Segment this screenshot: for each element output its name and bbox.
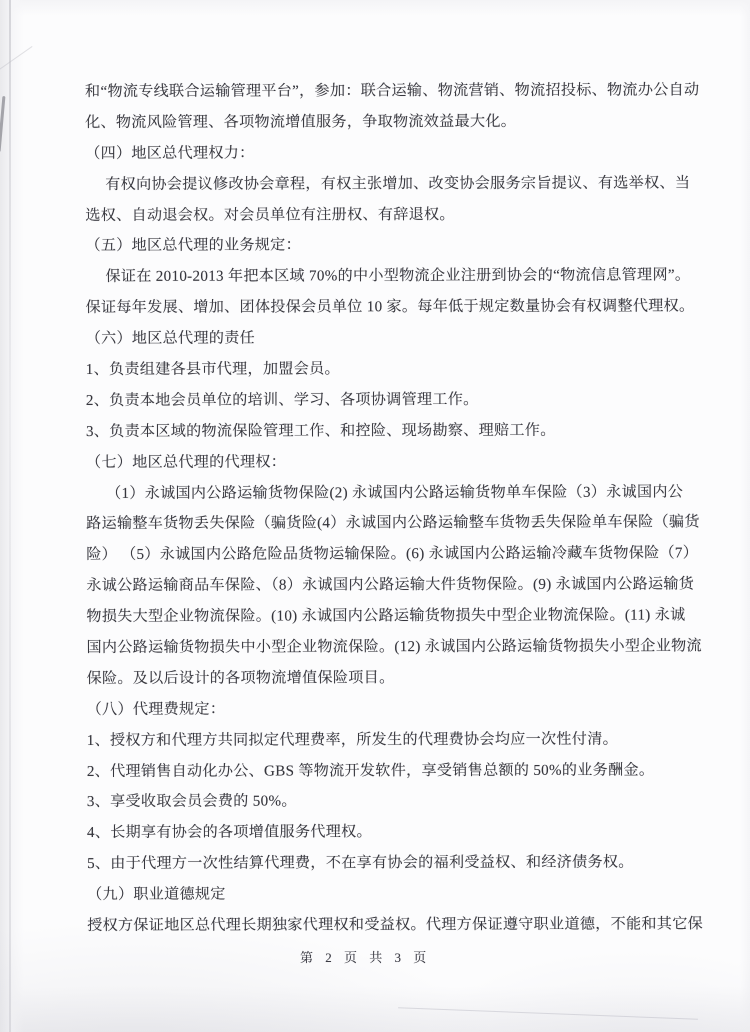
text-line: 有权向协会提议修改协会章程，有权主张增加、改变协会服务宗旨提议、有选举权、当 xyxy=(105,175,691,193)
text-line: 路运输整车货物丢失保险（骗货险(4）永诚国内公路运输整车货物丢失保险单车保险（骗货 xyxy=(86,514,700,533)
text-line: 3、负责本区域的物流保险管理工作、和控险、现场勘察、理赔工作。 xyxy=(85,422,556,440)
text-line: 选权、自动退会权。对会员单位有注册权、有辞退权。 xyxy=(85,206,455,224)
text-line: 险） （5）永诚国内公路危险品货物运输保险。(6) 永诚国内公路运输冷藏车货物保险（7） xyxy=(86,545,699,564)
text-line: 授权方保证地区总代理长期独家代理权和受益权。代理方保证遵守职业道德，不能和其它保 xyxy=(87,916,704,935)
text-line: （1）永诚国内公路运输货物保险(2) 永诚国内公路运输货物单车保险（3）永诚国内公 xyxy=(106,484,684,502)
text-line: （八）代理费规定： xyxy=(86,701,226,718)
scan-crease-left xyxy=(9,0,11,1032)
text-line: 保证每年发展、增加、团体投保会员单位 10 家。每年低于规定数量协会有权调整代理权。 xyxy=(85,298,695,317)
text-line: 永诚公路运输商品车保险、（8）永诚国内公路运输大件货物保险。(9) 永诚国内公路运输货 xyxy=(86,576,695,595)
scan-artifact-bottom-crease xyxy=(398,1007,698,1020)
text-line: （四）地区总代理权力： xyxy=(85,145,255,162)
text-line: （七）地区总代理的代理权： xyxy=(85,454,287,471)
text-line: 保险。及以后设计的各项物流增值保险项目。 xyxy=(86,670,395,687)
text-line: 1、授权方和代理方共同拟定代理费率，所发生的代理费协会均应一次性付清。 xyxy=(86,731,619,749)
page-number-footer: 第 2 页 共 3 页 xyxy=(300,950,431,965)
text-line: 2、负责本地会员单位的培训、学习、各项协调管理工作。 xyxy=(85,391,479,409)
text-line: （六）地区总代理的责任 xyxy=(85,330,256,348)
text-line: 国内公路运输货物损失中小型企业物流保险。(12) 永诚国内公路运输货物损失小型企业物流 xyxy=(86,638,702,657)
text-line: 5、由于代理方一次性结算代理费，不在享有协会的福利受益权、和经济债务权。 xyxy=(87,854,634,873)
scan-artifact-top-left-crease xyxy=(0,46,32,71)
text-line: 化、物流风险管理、各项物流增值服务，争取物流效益最大化。 xyxy=(85,113,517,131)
text-line: （九）职业道德规定 xyxy=(87,886,226,904)
text-line: 保证在 2010-2013 年把本区域 70%的中小型物流企业注册到协会的“物流信息管理网”。 xyxy=(105,267,691,286)
text-line: 1、负责组建各县市代理，加盟会员。 xyxy=(85,361,340,379)
text-line: 物损失大型企业物流保险。(10) 永诚国内公路运输货物损失中型企业物流保险。(11) 永诚 xyxy=(86,607,686,626)
text-line: 2、代理销售自动化办公、GBS 等物流开发软件，享受销售总额的 50%的业务酬金。 xyxy=(86,762,655,780)
text-line: （五）地区总代理的业务规定： xyxy=(85,237,301,255)
text-line: 和“物流专线联合运输管理平台”，参加：联合运输、物流营销、物流招投标、物流办公自动 xyxy=(85,82,700,100)
text-line: 3、享受收取会员会费的 50%。 xyxy=(86,793,297,811)
scan-artifact-left-dash xyxy=(0,96,5,152)
text-line: 4、长期享有协会的各项增值服务代理权。 xyxy=(86,824,372,842)
document-body xyxy=(85,75,719,942)
